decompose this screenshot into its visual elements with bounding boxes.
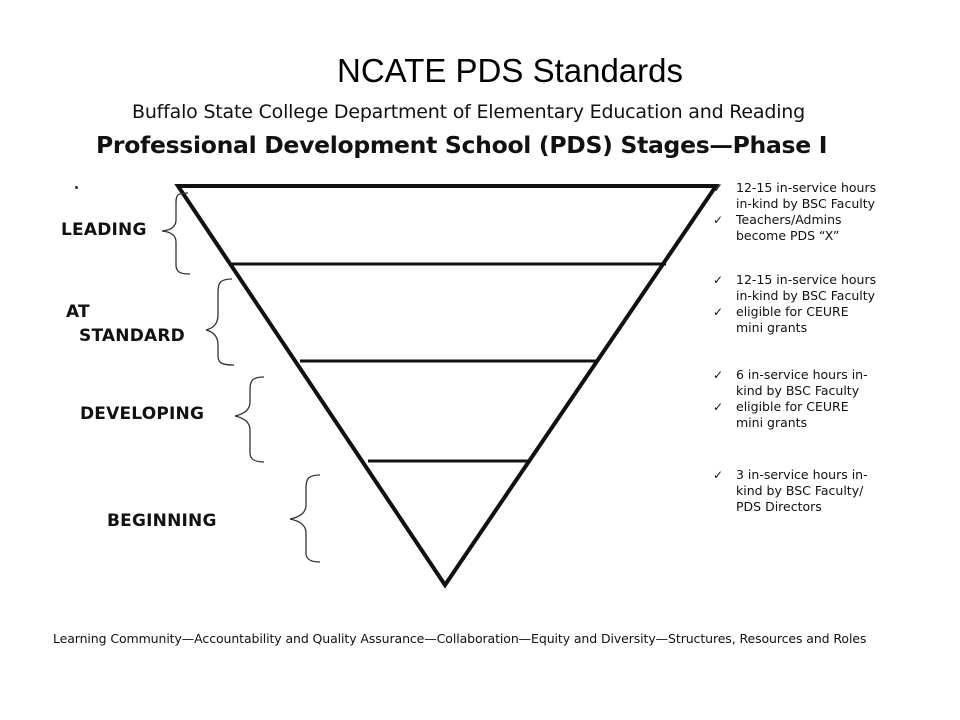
slide-title: NCATE PDS Standards — [336, 52, 684, 89]
beginning-requirements — [711, 467, 868, 515]
stage-label-standard: STANDARD — [79, 326, 185, 346]
bullet-line: kind by BSC Faculty/ — [736, 483, 864, 498]
bullet-item — [711, 212, 876, 244]
bullet-line: 12-15 in-service hours — [736, 272, 877, 287]
bullet-line: PDS Directors — [736, 499, 822, 514]
bullet-line: 6 in-service hours in- — [736, 367, 868, 382]
diagram-subtitle: Professional Development School (PDS) Stages—Phase I — [96, 131, 828, 159]
bullet-line: become PDS “X” — [736, 228, 840, 243]
bullet-item — [711, 367, 868, 399]
department-heading: Buffalo State College Department of Elementary Education and Reading — [132, 101, 806, 123]
bullet-line: 12-15 in-service hours — [736, 180, 877, 195]
leading-requirements — [711, 180, 876, 244]
bullet-line: mini grants — [736, 415, 808, 430]
brace-at-standard — [206, 279, 234, 365]
bullet-item — [711, 180, 876, 212]
standards-footer: Learning Community—Accountability and Quality Assurance—Collaboration—Equity and Diversity—Structures, Resources and Roles — [53, 631, 867, 646]
stage-label-beginning: BEGINNING — [107, 511, 217, 531]
bullet-item — [711, 399, 868, 431]
bullet-item — [711, 467, 868, 515]
bullet-line: eligible for CEURE — [736, 304, 849, 319]
bullet-line: 3 in-service hours in- — [736, 467, 868, 482]
developing-requirements — [711, 367, 868, 431]
inverted-triangle — [178, 186, 716, 585]
bullet-line: kind by BSC Faculty — [736, 383, 860, 398]
bullet-item — [711, 272, 876, 304]
stage-label-leading: LEADING — [61, 220, 147, 240]
bullet-line: in-kind by BSC Faculty — [736, 288, 876, 303]
at-standard-requirements — [711, 272, 876, 336]
bullet-line: mini grants — [736, 320, 808, 335]
brace-beginning — [290, 475, 320, 562]
bullet-line: eligible for CEURE — [736, 399, 849, 414]
brace-leading — [162, 193, 190, 274]
bullet-item — [711, 304, 876, 336]
bullet-line: Teachers/Admins — [736, 212, 842, 227]
brace-developing — [235, 377, 264, 462]
stage-label-developing: DEVELOPING — [80, 404, 205, 424]
stage-label-at: AT — [66, 302, 90, 322]
bullet-line: in-kind by BSC Faculty — [736, 196, 876, 211]
